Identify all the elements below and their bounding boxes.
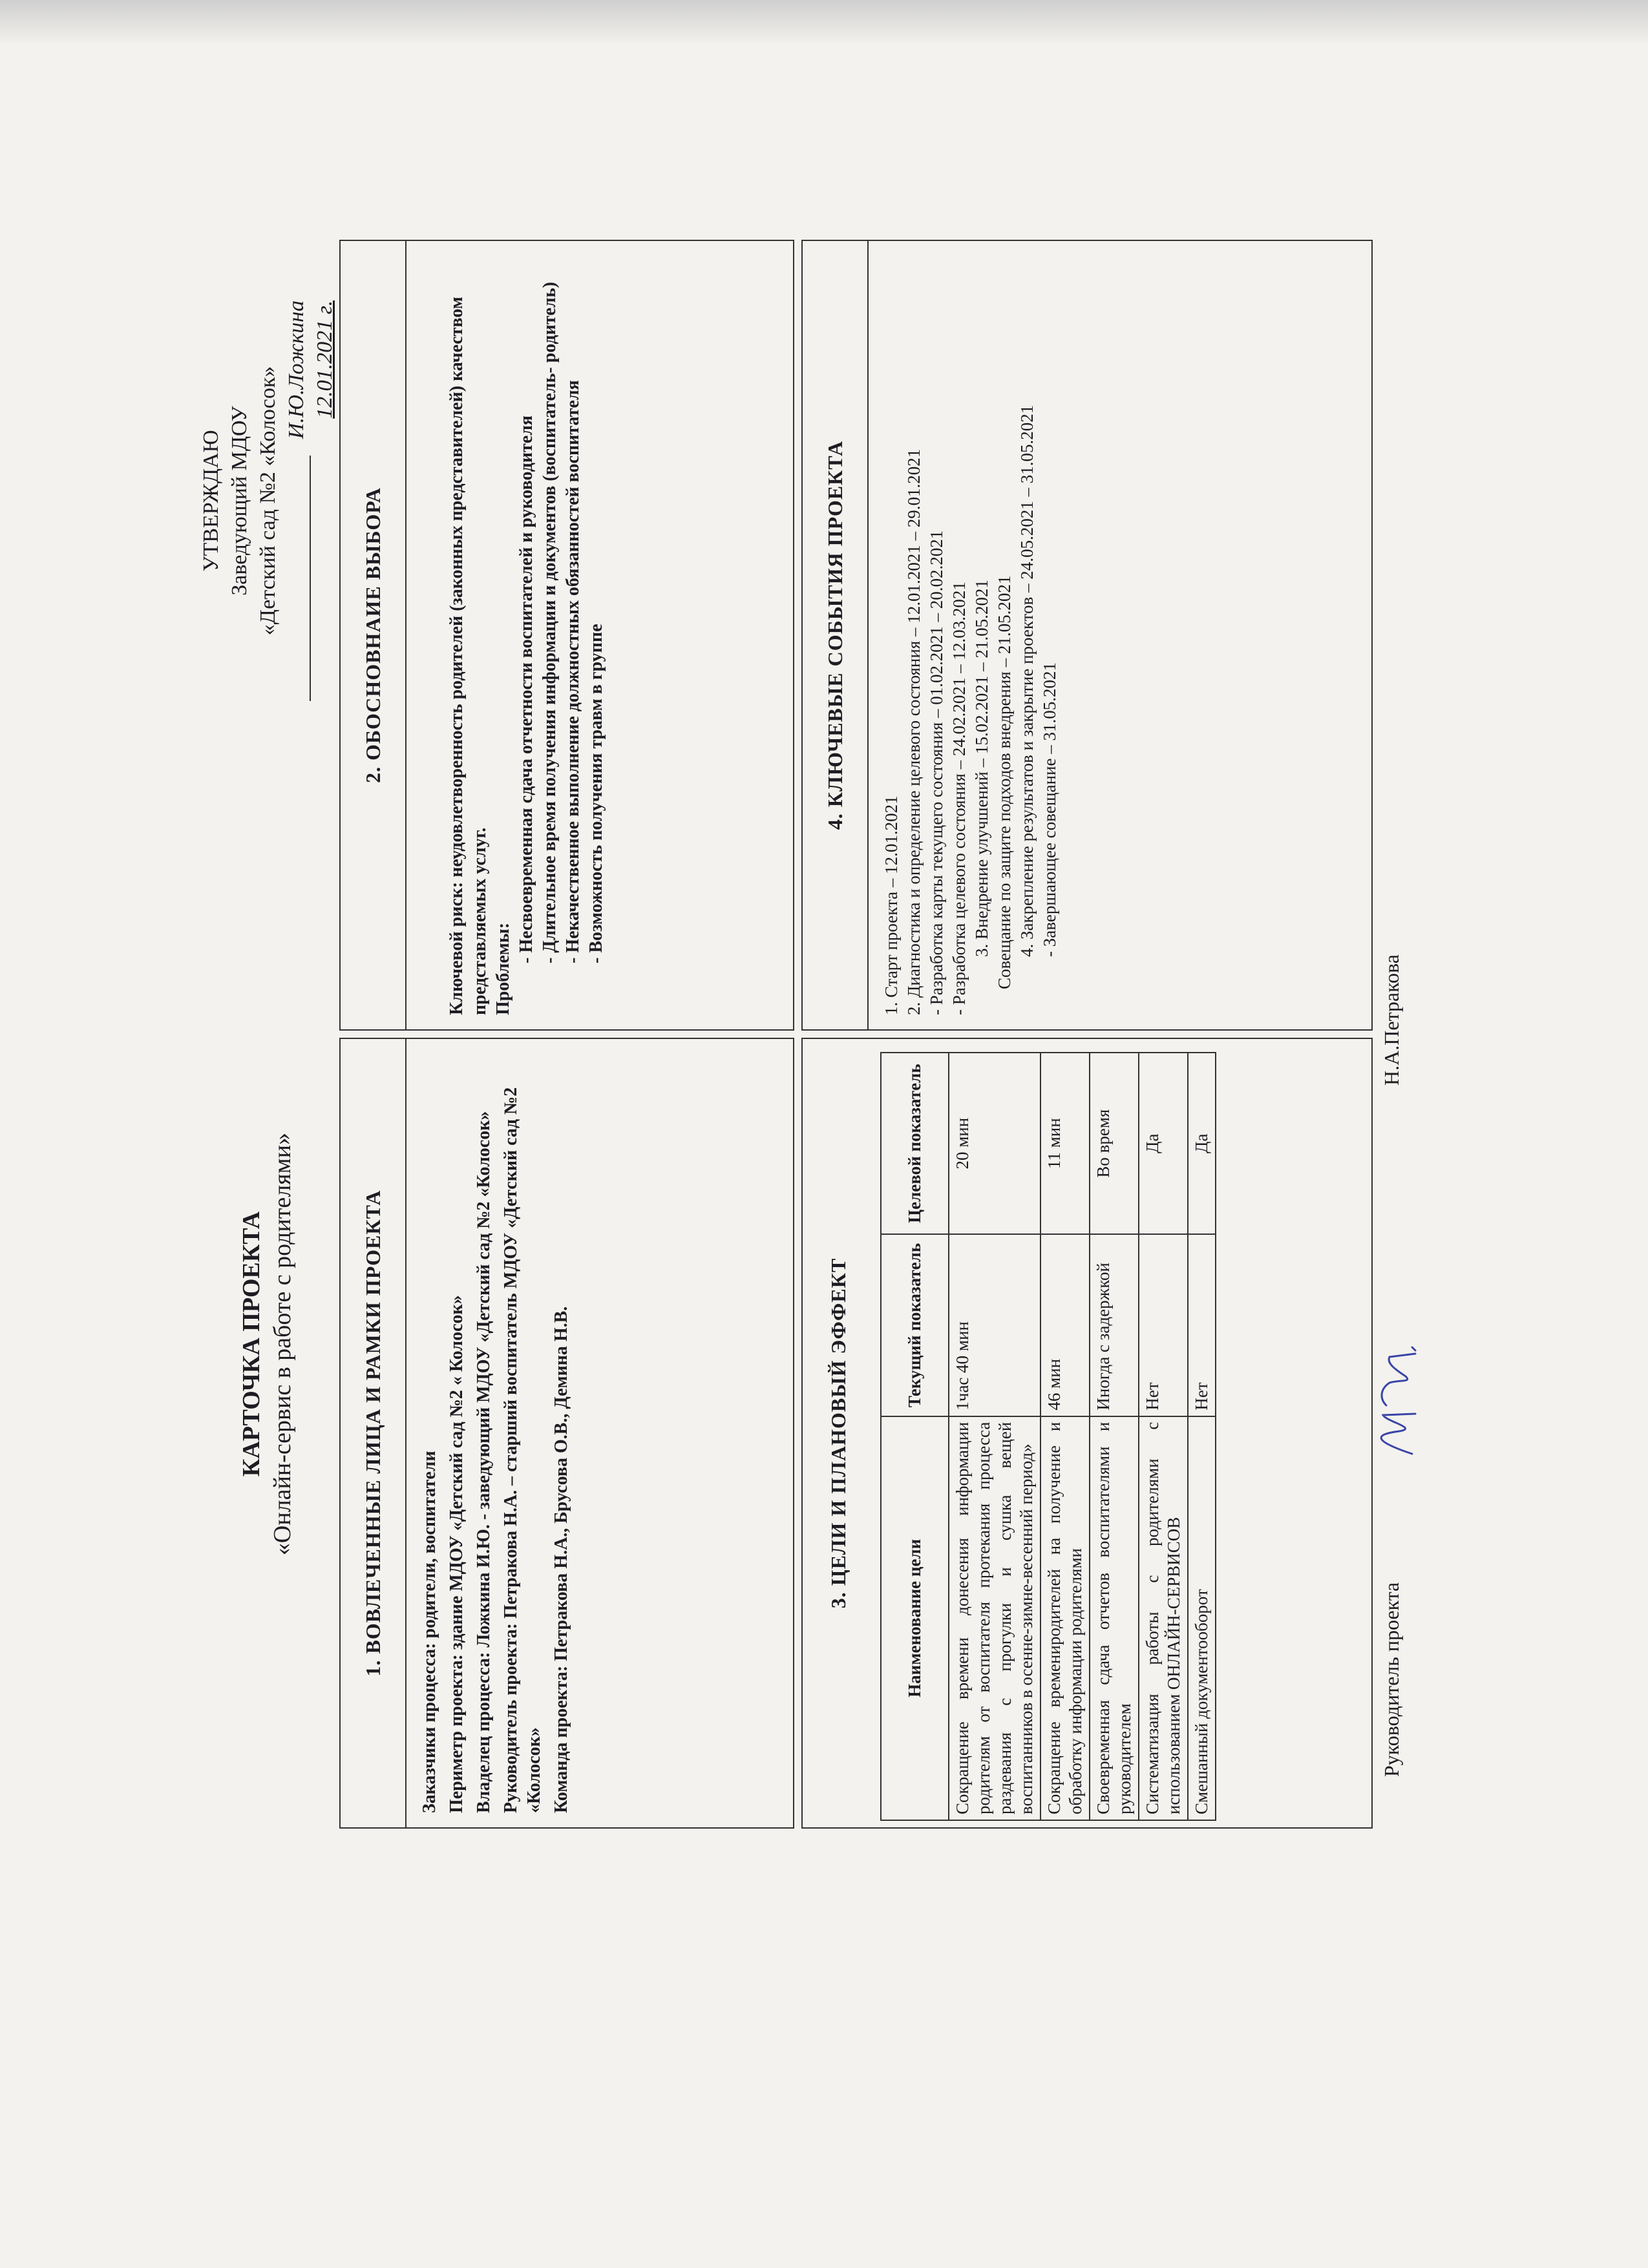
event-item: 3. Внедрение улучшений – 15.02.2021 – 21.05.2021	[972, 580, 991, 957]
goal-name: Смешанный документооборот	[1188, 1416, 1216, 1820]
table-header-row	[881, 1053, 949, 1820]
goal-target: Во время	[1090, 1053, 1139, 1234]
section1-line: Владелец процесса: Ложкина И.Ю. - заведующий МДОУ «Детский сад №2 «Колосок»	[474, 1111, 494, 1813]
project-lead-label: Руководитель проекта	[1380, 1582, 1403, 1777]
handwritten-signature	[1360, 1331, 1431, 1460]
section1-line: Заказчики процесса: родители, воспитатели	[419, 1451, 439, 1813]
scan-edge	[0, 0, 1648, 45]
problem-item: - Несвоевременная сдача отчетности воспитателей и руководителя	[516, 415, 536, 963]
table-row	[1188, 1053, 1216, 1820]
goal-target: 11 мин	[1041, 1053, 1090, 1234]
goal-current: 1час 40 мин	[949, 1234, 1041, 1416]
approval-signer: И.Ю.Ложкина	[284, 300, 308, 439]
section1-line: Команда проекта: Петракова Н.А., Брусова О.В., Демина Н.В.	[551, 1306, 571, 1813]
goal-current: Нет	[1139, 1234, 1188, 1416]
event-item: 1. Старт проекта – 12.01.2021	[882, 795, 901, 1015]
goals-table	[880, 1052, 1216, 1821]
goal-current: 46 мин	[1041, 1234, 1090, 1416]
title-subtitle: «Онлайн-сервис в работе с родителями»	[269, 1132, 296, 1556]
column-header: Текущий показатель	[881, 1234, 949, 1416]
signature-line	[284, 456, 311, 701]
section-goals	[801, 1038, 1373, 1829]
section-justification	[339, 240, 794, 1031]
section4-heading: 4. КЛЮЧЕВЫЕ СОБЫТИЯ ПРОЕКТА	[803, 241, 869, 1029]
table-row	[949, 1053, 1041, 1820]
goal-name: Сокращение времениродителей на получение и обработку информации родителями	[1041, 1416, 1090, 1820]
title-main: КАРТОЧКА ПРОЕКТА	[238, 1211, 265, 1477]
goal-current: Иногда с задержкой	[1090, 1234, 1139, 1416]
project-lead-name: Н.А.Петракова	[1380, 954, 1403, 1086]
event-item: - Разработка карты текущего состояния – 01.02.2021 – 20.02.2021	[927, 530, 946, 1015]
goal-name: Сокращение времени донесения информации родителям от воспитателя протекания процесса раздевания с прогулки и сушка вещей воспитанников в осенне-зимне-весенний период»	[949, 1416, 1041, 1820]
table-row	[1139, 1053, 1188, 1820]
approval-organization: «Детский сад №2 «Колосок»	[256, 366, 280, 636]
problem-item: - Некачественное выполнение должностных обязанностей воспитателя	[563, 380, 583, 963]
key-risk: Ключевой риск: неудовлетворенность родителей (законных представителей) качеством представляемых услуг.	[447, 297, 490, 1015]
problem-item: - Длительное время получения информации и документов (воспитатель- родитель)	[540, 282, 560, 963]
section1-line: Периметр проекта: здание МДОУ «Детский сад №2 « Колосок»	[447, 1295, 467, 1813]
event-item: 2. Диагностика и определение целевого состояния – 12.01.2021 – 29.01.2021	[904, 448, 924, 1015]
problems-label: Проблемы:	[493, 922, 513, 1015]
approval-position: Заведующий МДОУ	[227, 406, 251, 596]
document-sheet	[199, 246, 1419, 1835]
goal-target: 20 мин	[949, 1053, 1041, 1234]
table-row	[1041, 1053, 1090, 1820]
section3-heading: 3. ЦЕЛИ И ПЛАНОВЫЙ ЭФФЕКТ	[826, 1257, 850, 1609]
problem-item: - Возможность получения травм в группе	[586, 624, 606, 963]
approval-date: 12.01.2021 г.	[313, 300, 337, 419]
section-key-events	[801, 240, 1373, 1031]
goal-name: Своевременная сдача отчетов воспитателями и руководителем	[1090, 1416, 1139, 1820]
goal-current: Нет	[1188, 1234, 1216, 1416]
approval-block	[197, 300, 339, 701]
event-item: 4. Закрепление результатов и закрытие проектов – 24.05.2021 – 31.05.2021	[1017, 404, 1037, 957]
approval-title: УТВЕРЖДАЮ	[199, 430, 223, 572]
goal-target: Да	[1139, 1053, 1188, 1234]
column-header: Наименование цели	[881, 1416, 949, 1820]
event-item: - Разработка целевого состояния – 24.02.2021 – 12.03.2021	[949, 582, 969, 1015]
document-title	[236, 1021, 298, 1667]
section2-heading: 2. ОБОСНОВНАИЕ ВЫБОРА	[341, 241, 407, 1029]
column-header: Целевой показатель	[881, 1053, 949, 1234]
goal-target: Да	[1188, 1053, 1216, 1234]
table-row	[1090, 1053, 1139, 1820]
section-involved-persons	[339, 1038, 794, 1829]
section1-heading: 1. ВОВЛЕЧЕННЫЕ ЛИЦА И РАМКИ ПРОЕКТА	[341, 1039, 407, 1827]
event-item: - Завершающее совещание – 31.05.2021	[1040, 662, 1059, 957]
event-item: Совещание по защите подходов внедрения – 21.05.2021	[995, 575, 1014, 989]
goal-name: Систематизация работы с родителями с использованием ОНЛАЙН-СЕРВИСОВ	[1139, 1416, 1188, 1820]
section1-line: Руководитель проекта: Петракова Н.А. – старший воспитатель МДОУ «Детский сад №2 «Колосок»	[501, 1087, 544, 1813]
